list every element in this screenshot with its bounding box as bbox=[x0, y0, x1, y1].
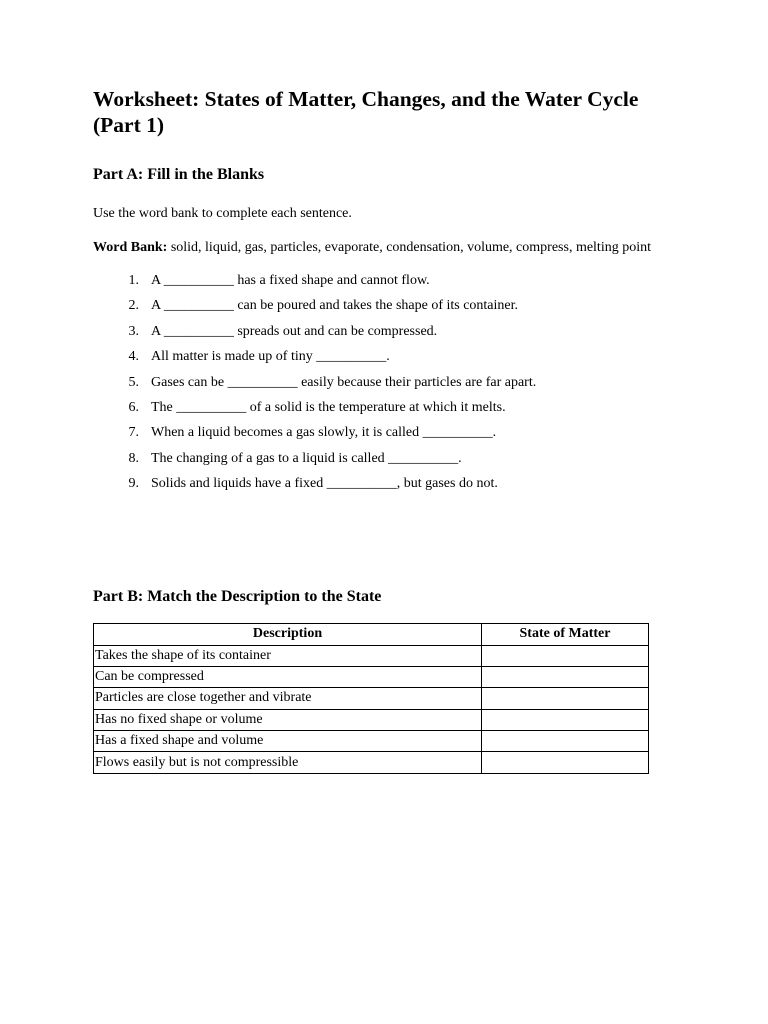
state-answer-cell[interactable] bbox=[482, 752, 649, 773]
matching-table bbox=[93, 623, 649, 774]
table-row bbox=[94, 688, 649, 709]
question-text: A __________ can be poured and takes the shape of its container. bbox=[151, 298, 519, 314]
question-item bbox=[93, 272, 683, 289]
table-row bbox=[94, 752, 649, 773]
description-cell: Flows easily but is not compressible bbox=[94, 752, 482, 773]
description-cell: Has no fixed shape or volume bbox=[94, 709, 482, 730]
question-item bbox=[93, 323, 683, 340]
table-row bbox=[94, 645, 649, 666]
description-cell: Has a fixed shape and volume bbox=[94, 731, 482, 752]
question-number: 9. bbox=[128, 476, 139, 492]
question-item bbox=[93, 374, 683, 391]
description-cell: Can be compressed bbox=[94, 666, 482, 687]
question-text: A __________ spreads out and can be compressed. bbox=[151, 323, 438, 339]
question-number: 5. bbox=[128, 374, 139, 390]
question-text: Solids and liquids have a fixed __________, but gases do not. bbox=[151, 476, 498, 492]
state-answer-cell[interactable] bbox=[482, 688, 649, 709]
table-header-row bbox=[94, 624, 649, 645]
description-cell: Takes the shape of its container bbox=[94, 645, 482, 666]
page-title: Worksheet: States of Matter, Changes, and the Water Cycle (Part 1) bbox=[93, 87, 639, 137]
part-a-instructions: Use the word bank to complete each sentence. bbox=[93, 206, 352, 221]
question-number: 6. bbox=[128, 399, 139, 415]
question-text: When a liquid becomes a gas slowly, it is called __________. bbox=[151, 425, 497, 441]
question-number: 2. bbox=[128, 298, 139, 314]
question-number: 1. bbox=[128, 273, 139, 288]
word-bank bbox=[93, 239, 683, 256]
question-number: 8. bbox=[128, 450, 139, 466]
question-item bbox=[93, 399, 683, 416]
question-item bbox=[93, 297, 683, 314]
question-number: 7. bbox=[128, 425, 139, 441]
question-text: The changing of a gas to a liquid is called __________. bbox=[151, 450, 462, 466]
question-item bbox=[93, 450, 683, 467]
table-row bbox=[94, 709, 649, 730]
question-text: A __________ has a fixed shape and cannot flow. bbox=[151, 273, 430, 288]
question-item bbox=[93, 475, 683, 492]
question-number: 4. bbox=[128, 349, 139, 365]
state-answer-cell[interactable] bbox=[482, 645, 649, 666]
part-b-heading: Part B: Match the Description to the State bbox=[93, 588, 382, 606]
fill-in-blank-list bbox=[93, 272, 683, 492]
description-cell: Particles are close together and vibrate bbox=[94, 688, 482, 709]
word-bank-label: Word Bank: bbox=[93, 240, 168, 255]
word-bank-words: solid, liquid, gas, particles, evaporate, condensation, volume, compress, melting point bbox=[170, 240, 651, 255]
table-row bbox=[94, 731, 649, 752]
state-answer-cell[interactable] bbox=[482, 709, 649, 730]
question-text: The __________ of a solid is the temperature at which it melts. bbox=[151, 399, 506, 415]
question-text: Gases can be __________ easily because their particles are far apart. bbox=[151, 374, 537, 390]
state-answer-cell[interactable] bbox=[482, 731, 649, 752]
column-header-state: State of Matter bbox=[482, 624, 649, 645]
worksheet-page bbox=[93, 86, 683, 774]
question-item bbox=[93, 348, 683, 365]
column-header-description: Description bbox=[94, 624, 482, 645]
question-number: 3. bbox=[128, 323, 139, 339]
question-item bbox=[93, 424, 683, 441]
table-row bbox=[94, 666, 649, 687]
question-text: All matter is made up of tiny __________. bbox=[151, 349, 390, 365]
state-answer-cell[interactable] bbox=[482, 666, 649, 687]
part-a-heading: Part A: Fill in the Blanks bbox=[93, 166, 265, 183]
